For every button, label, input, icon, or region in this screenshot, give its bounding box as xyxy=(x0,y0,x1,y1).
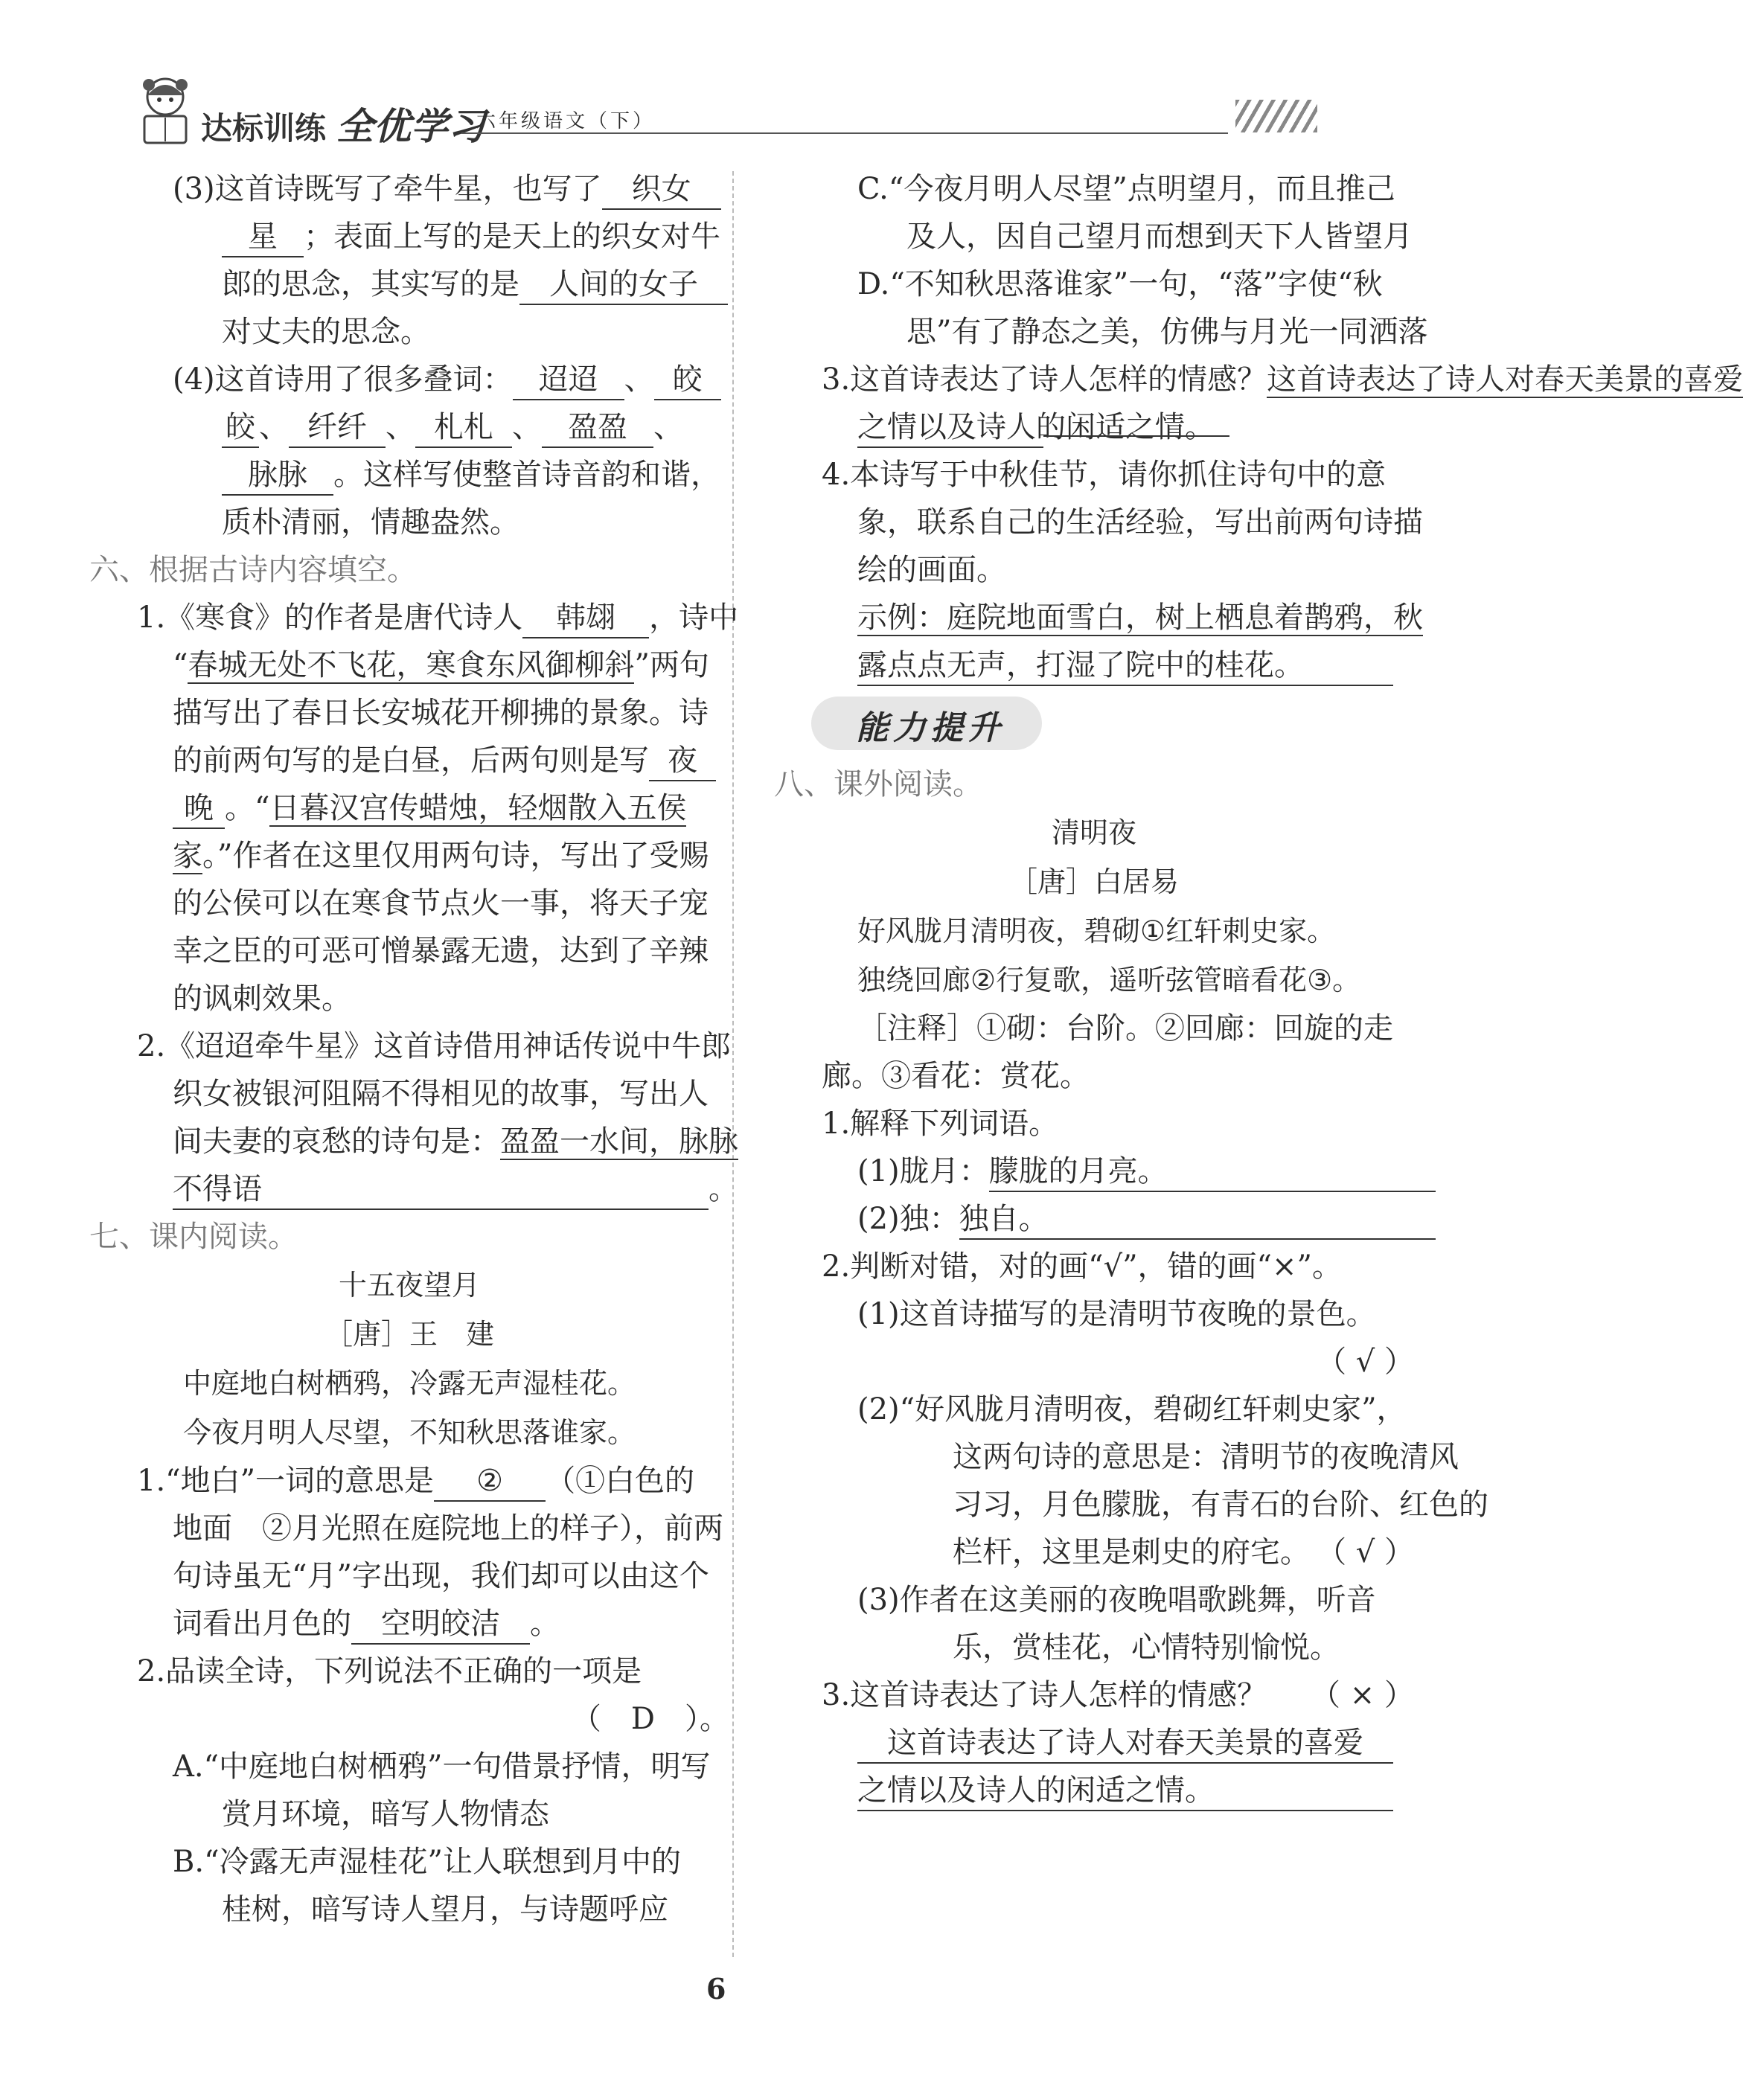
question-line: 幸之臣的可恶可憎暴露无遗，达到了辛辣 xyxy=(173,934,709,968)
question-line: 脉脉 。这样写使整首诗音韵和谐， xyxy=(89,451,729,499)
question-line: 皎 、 纤纤 、 札札 、 盈盈 、 xyxy=(89,403,729,451)
question-line: 1.《寒食》的作者是唐代诗人 韩翃 ，诗中 xyxy=(89,594,729,641)
question-line: 郎的思念，其实写的是 人间的女子 xyxy=(89,260,729,308)
question-line: 4.本诗写于中秋佳节，请你抓住诗句中的意 xyxy=(822,458,1387,492)
option-b: B.“冷露无声湿桂花”让人联想到月中的 xyxy=(173,1845,682,1879)
question-line: 不得语 。 xyxy=(89,1165,729,1213)
question-line: 2.判断对错，对的画“√”，错的画“×”。 xyxy=(822,1249,1342,1284)
judge-mark: （ × ） xyxy=(1311,1678,1414,1712)
answer-line: 这首诗表达了诗人对春天美景的喜爱 xyxy=(774,1719,1414,1767)
question-line: 1.解释下列词语。 xyxy=(822,1107,1059,1141)
page-number: 6 xyxy=(706,1972,726,2005)
section-heading-7: 七、课内阅读。 xyxy=(89,1220,298,1254)
option-b-cont: 桂树，暗写诗人望月，与诗题呼应 xyxy=(222,1892,668,1927)
poem-line: 中庭地白树栖鸦，冷露无声湿桂花。 xyxy=(182,1367,636,1400)
header-rule xyxy=(461,132,1228,134)
question-line: 乐，赏桂花，心情特别愉悦。 （ × ） xyxy=(774,1624,1414,1671)
page-header xyxy=(134,83,1325,150)
answer-bracket: （ D ）。 xyxy=(571,1702,729,1736)
question-line: 2.品读全诗，下列说法不正确的一项是 xyxy=(137,1654,642,1688)
poem-notes: ［注释］①砌：台阶。②回廊：回旋的走 xyxy=(857,1011,1393,1046)
question-line: 的讽刺效果。 xyxy=(173,982,351,1016)
question-line: 1.“地白”一词的意思是 ② （①白色的 xyxy=(89,1457,729,1505)
ability-banner xyxy=(774,689,1414,761)
banner-title: 能力提升 xyxy=(856,709,1005,747)
question-line: 这两句诗的意思是：清明节的夜晚清风 xyxy=(953,1440,1459,1474)
question-line: 的前两句写的是白昼，后两句则是写 夜 xyxy=(89,737,729,784)
question-line: 家。”作者在这里仅用两句诗，写出了受赐 xyxy=(173,839,709,873)
question-line: 晚 。“日暮汉宫传蜡烛，轻烟散入五侯 xyxy=(89,784,729,832)
poem-title: 清明夜 xyxy=(1051,816,1136,849)
option-d: D.“不知秋思落谁家”一句，“落”字使“秋 xyxy=(857,267,1383,301)
question-line: (1)胧月：朦胧的月亮。 xyxy=(774,1147,1414,1195)
poem-line: 独绕回廊②行复歌，遥听弦管暗看花③。 xyxy=(857,964,1361,996)
poem-title: 十五夜望月 xyxy=(338,1269,480,1302)
answer-line: 之情以及诗人的闲适之情。 xyxy=(774,1767,1414,1814)
section-heading-6: 六、根据古诗内容填空。 xyxy=(89,553,417,587)
grade-label: 六年级语文（下） xyxy=(476,110,656,132)
question-line: (3)这首诗既写了牵牛星，也写了 织女 xyxy=(89,165,729,213)
question-line: 织女被银河阻隔不得相见的故事，写出人 xyxy=(173,1077,709,1111)
mascot-reading-icon xyxy=(134,74,196,146)
question-line: 句诗虽无“月”字出现，我们却可以由这个 xyxy=(173,1559,709,1593)
question-line: (4)这首诗用了很多叠词： 迢迢 、 皎 xyxy=(89,356,729,403)
question-line: 的公侯可以在寒食节点火一事，将天子宠 xyxy=(173,886,709,921)
poem-line: 好风胧月清明夜，碧砌①红轩刺史家。 xyxy=(857,915,1336,947)
option-a-cont: 赏月环境，暗写人物情态 xyxy=(222,1797,549,1831)
question-line: 绘的画面。 xyxy=(857,553,1006,587)
poem-author: ［唐］白居易 xyxy=(1008,865,1179,898)
option-c-cont: 及人，因自己望月而想到天下人皆望月 xyxy=(906,220,1413,254)
column-divider xyxy=(732,171,734,1957)
question-line: 对丈夫的思念。 xyxy=(222,315,430,349)
question-line: 之情以及诗人的闲适之情。 xyxy=(774,403,1414,451)
question-line: 2.《迢迢牵牛星》这首诗借用神话传说中牛郎 xyxy=(137,1029,732,1063)
question-line: 栏杆，这里是刺史的府宅。 （ √ ） xyxy=(774,1528,1414,1576)
question-line: (3)作者在这美丽的夜晚唱歌跳舞，听音 xyxy=(857,1583,1376,1617)
option-c: C.“今夜月明人尽望”点明望月，而且推己 xyxy=(857,172,1395,206)
question-line: 星 ；表面上写的是天上的织女对牛 xyxy=(89,213,729,260)
question-line: (2)独：独自。 xyxy=(774,1195,1414,1243)
question-line: (2)“好风胧月清明夜，碧砌红轩刺史家”， xyxy=(857,1392,1407,1427)
question-line: 3.这首诗表达了诗人怎样的情感？ xyxy=(822,1678,1267,1712)
brand-title: 达标训练 全优学习 xyxy=(201,105,486,148)
right-column xyxy=(774,165,1743,1814)
question-line: 3.这首诗表达了诗人怎样的情感？这首诗表达了诗人对春天美景的喜爱 xyxy=(822,362,1743,397)
left-column xyxy=(89,165,739,1933)
poem-author: ［唐］王 建 xyxy=(324,1318,494,1351)
question-line: “春城无处不飞花，寒食东风御柳斜”两句 xyxy=(173,648,709,682)
section-heading-8: 八、课外阅读。 xyxy=(774,767,982,801)
question-line: 地面 ②月光照在庭院地上的样子），前两 xyxy=(173,1511,723,1546)
option-d-cont: 思”有了静态之美，仿佛与月光一同洒落 xyxy=(906,315,1428,349)
question-line: 间夫妻的哀愁的诗句是：盈盈一水间，脉脉 xyxy=(173,1124,738,1159)
option-a: A.“中庭地白树栖鸦”一句借景抒情，明写 xyxy=(173,1750,711,1784)
question-line: (1)这首诗描写的是清明节夜晚的景色。 xyxy=(857,1297,1376,1331)
judge-mark: （ √ ） xyxy=(1317,1535,1414,1569)
judge-mark: （ √ ） xyxy=(1317,1345,1414,1379)
answer-line: 示例：庭院地面雪白，树上栖息着鹊鸦，秋 xyxy=(857,601,1423,635)
question-line: 质朴清丽，情趣盎然。 xyxy=(222,505,519,540)
question-line: 象，联系自己的生活经验，写出前两句诗描 xyxy=(857,505,1423,540)
poem-line: 今夜月明人尽望，不知秋思落谁家。 xyxy=(182,1416,636,1449)
question-line: 描写出了春日长安城花开柳拂的景象。诗 xyxy=(173,696,709,730)
poem-notes-cont: 廊。③看花：赏花。 xyxy=(822,1059,1090,1093)
header-stripes xyxy=(1235,100,1317,132)
question-line: 习习，月色朦胧，有青石的台阶、红色的 xyxy=(953,1488,1488,1522)
answer-line: 露点点无声，打湿了院中的桂花。 xyxy=(774,641,1414,689)
question-line: 词看出月色的 空明皎洁 。 xyxy=(89,1600,729,1648)
